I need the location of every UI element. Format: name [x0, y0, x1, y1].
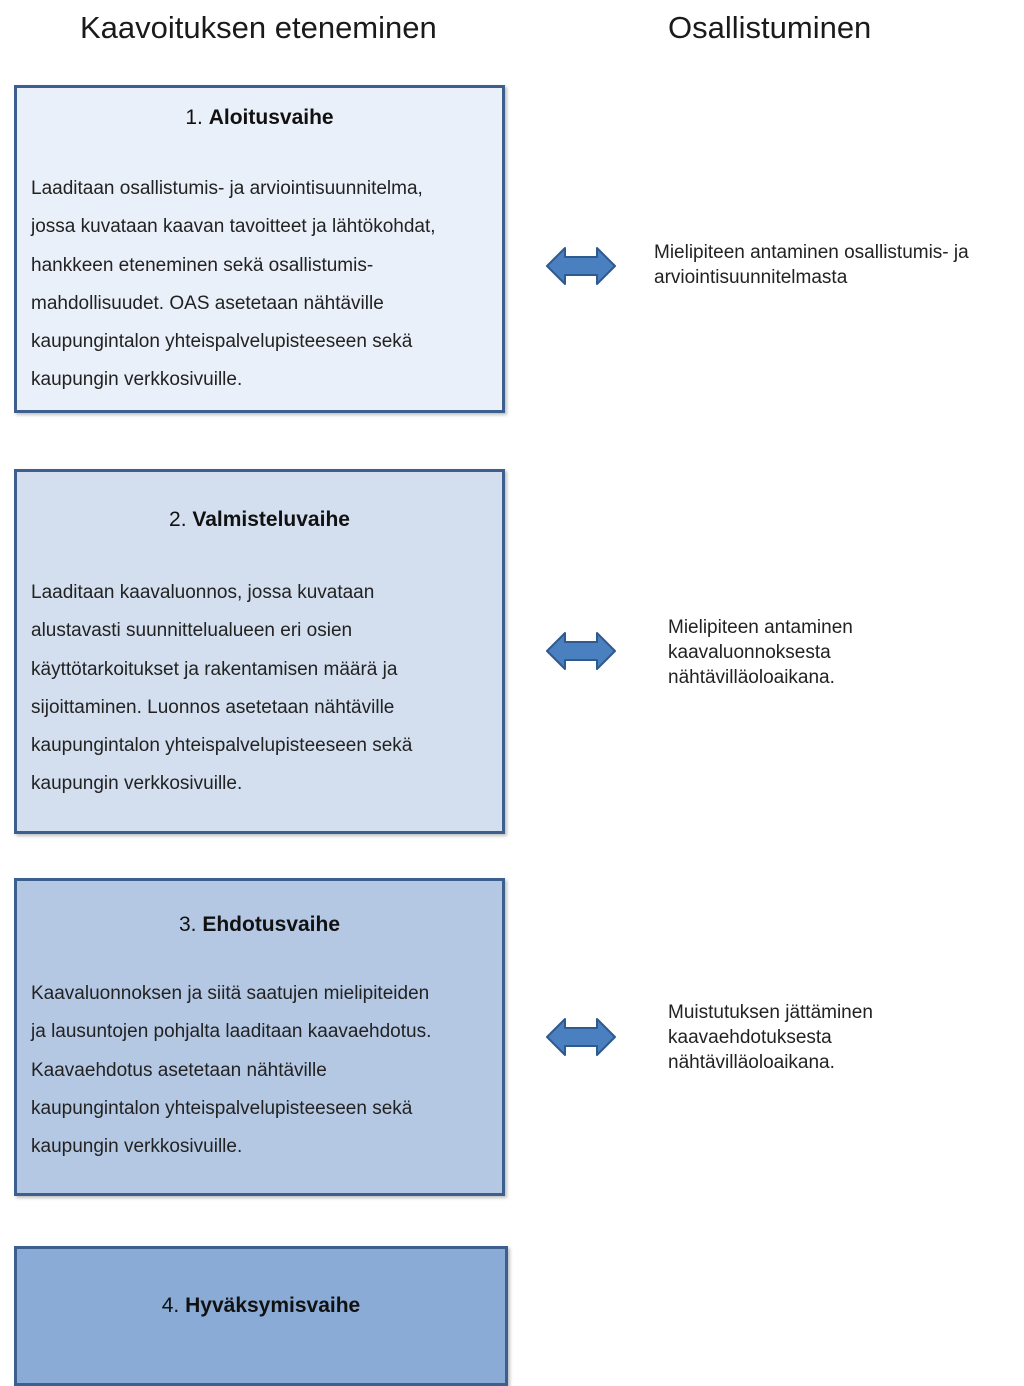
stage-1-line: Laaditaan osallistumis- ja arviointisuunnitelma,	[31, 178, 423, 199]
participation-stage-1	[654, 240, 969, 290]
participation-stage-3	[668, 1000, 873, 1075]
stage-3-line: Kaavaluonnoksen ja siitä saatujen mielipiteiden	[31, 983, 430, 1004]
double-arrow-shape	[547, 633, 615, 669]
double-arrow-icon	[545, 246, 617, 286]
stage-2-line: Laaditaan kaavaluonnos, jossa kuvataan	[31, 582, 375, 603]
stage-1-line: kaupungintalon yhteispalvelupisteeseen sekä	[31, 331, 413, 353]
stage-2-line: alustavasti suunnittelualueen eri osien	[31, 620, 353, 642]
participation-line: kaavaehdotuksesta	[668, 1027, 832, 1048]
stage-1-line: kaupungin verkkosivuille.	[31, 369, 243, 391]
stage-1-description	[31, 170, 502, 400]
stage-1-number: 1.	[185, 106, 203, 129]
stage-2-description	[31, 574, 502, 804]
participation-line: nähtävilläoloaikana.	[668, 1052, 835, 1073]
stage-1-name: Aloitusvaihe	[208, 106, 334, 129]
stage-2-line: kaupungin verkkosivuille.	[31, 773, 243, 795]
stage-2-line: käyttötarkoitukset ja rakentamisen määrä ja	[31, 658, 398, 680]
stage-1-box	[14, 85, 505, 413]
double-arrow-icon	[545, 1017, 617, 1057]
stage-3-line: kaupungin verkkosivuille.	[31, 1136, 243, 1158]
stage-4-title	[17, 1294, 505, 1318]
participation-line: Muistutuksen jättäminen	[668, 1002, 873, 1023]
stage-3-line: ja lausuntojen pohjalta laaditaan kaavaehdotus.	[31, 1021, 432, 1043]
stage-1-line: mahdollisuudet. OAS asetetaan nähtäville	[31, 292, 384, 314]
process-column-header: Kaavoituksen eteneminen	[80, 10, 437, 45]
stage-2-name: Valmisteluvaihe	[192, 508, 350, 531]
stage-2-line: kaupungintalon yhteispalvelupisteeseen sekä	[31, 735, 413, 757]
stage-3-line: kaupungintalon yhteispalvelupisteeseen sekä	[31, 1097, 413, 1119]
stage-3-name: Ehdotusvaihe	[202, 913, 341, 936]
double-arrow-shape	[547, 248, 615, 284]
participation-line: Mielipiteen antaminen osallistumis- ja	[654, 242, 969, 263]
stage-3-title	[17, 913, 502, 937]
double-arrow-icon	[545, 631, 617, 671]
stage-2-line: sijoittaminen. Luonnos asetetaan nähtäville	[31, 696, 395, 718]
stage-2-number: 2.	[169, 508, 187, 531]
stage-2-title	[17, 508, 502, 532]
stage-1-line: jossa kuvataan kaavan tavoitteet ja lähtökohdat,	[31, 216, 436, 238]
stage-4-name: Hyväksymisvaihe	[185, 1294, 361, 1317]
participation-line: kaavaluonnoksesta	[668, 642, 831, 663]
double-arrow-shape	[547, 1019, 615, 1055]
participation-line: nähtävilläoloaikana.	[668, 667, 835, 688]
stage-3-box	[14, 878, 505, 1196]
stage-2-box	[14, 469, 505, 834]
stage-4-number: 4.	[161, 1294, 180, 1317]
stage-3-number: 3.	[178, 913, 197, 936]
stage-1-title	[17, 106, 502, 130]
participation-line: Mielipiteen antaminen	[668, 617, 853, 638]
participation-column-header: Osallistuminen	[668, 10, 872, 45]
stage-3-description	[31, 975, 502, 1166]
stage-1-line: hankkeen eteneminen sekä osallistumis-	[31, 254, 374, 276]
participation-line: arviointisuunnitelmasta	[654, 267, 848, 288]
stage-3-line: Kaavaehdotus asetetaan nähtäville	[31, 1059, 327, 1081]
participation-stage-2	[668, 615, 853, 690]
stage-4-box	[14, 1246, 508, 1386]
